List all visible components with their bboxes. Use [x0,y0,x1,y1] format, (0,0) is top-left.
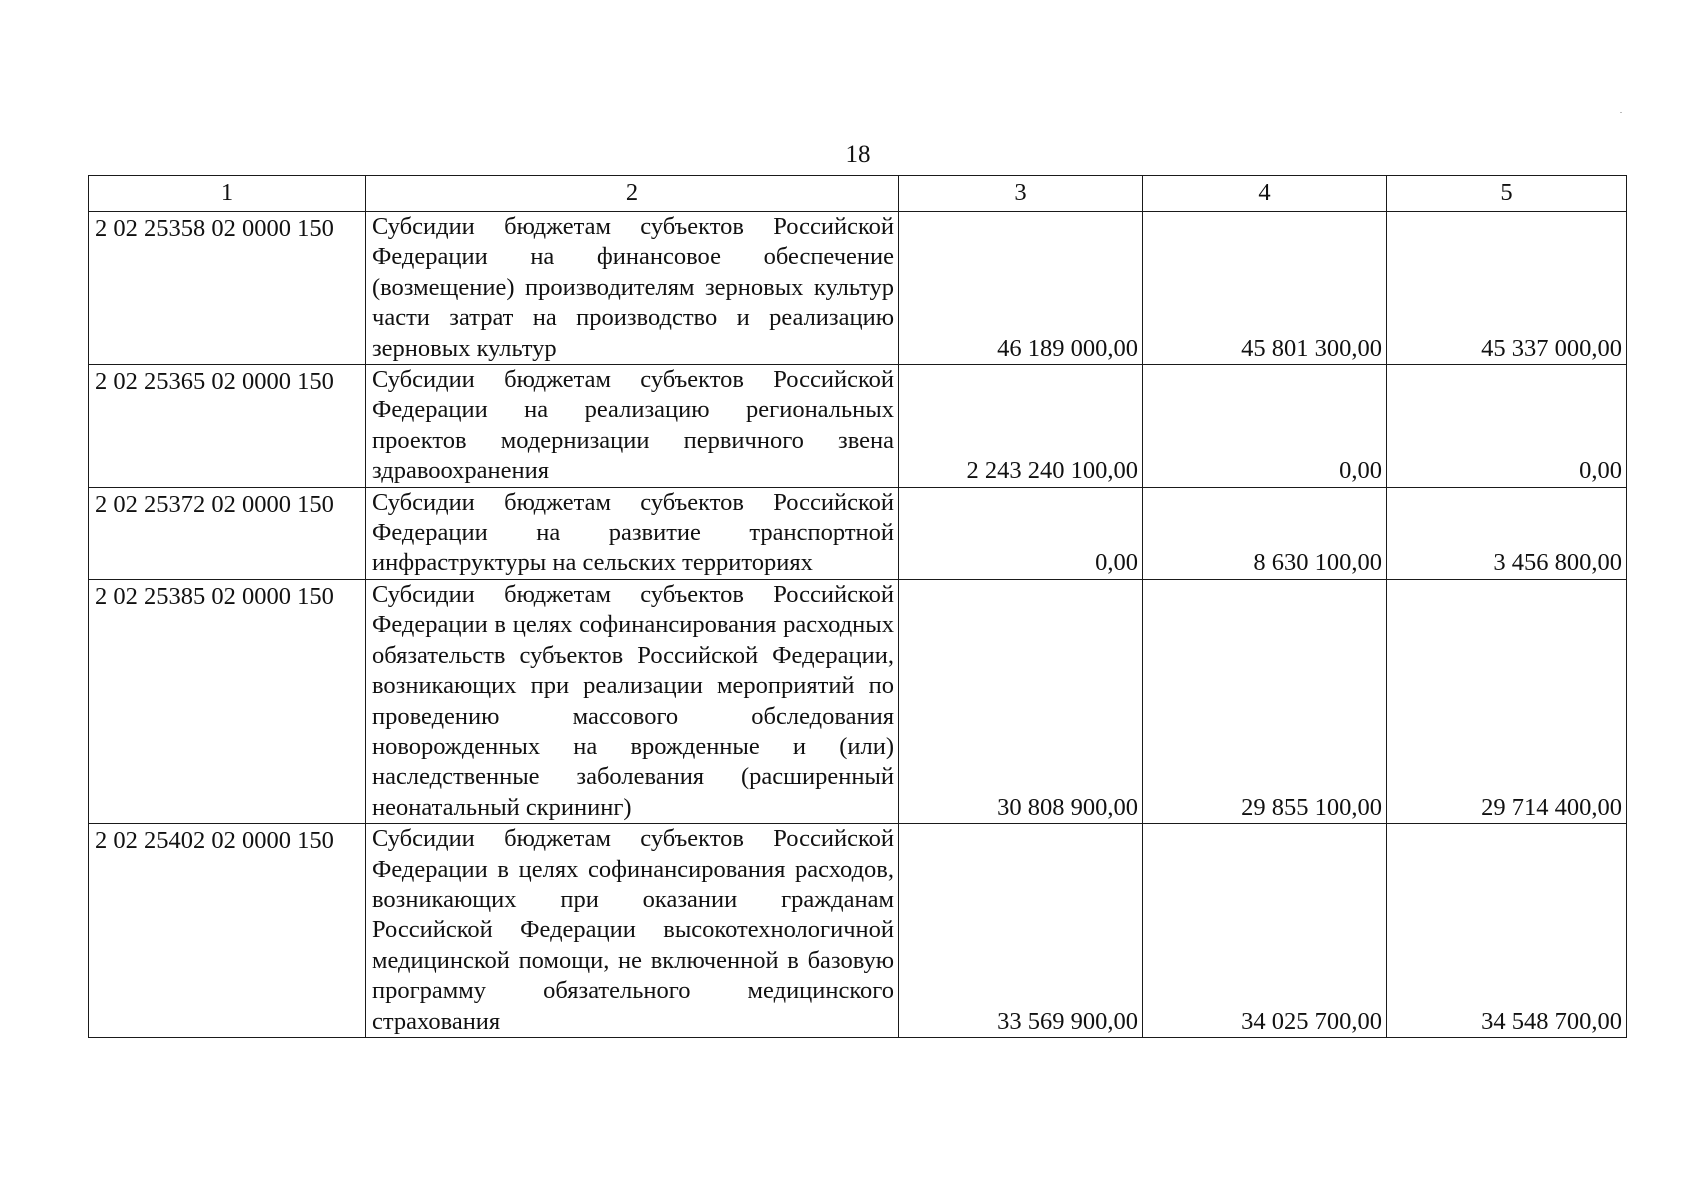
amount-col5-cell: 45 337 000,00 [1387,212,1627,365]
amount-col4-cell: 34 025 700,00 [1143,824,1387,1038]
description-cell: Субсидии бюджетам субъектов Российской Федерации в целях софинансирования расходных обязательств субъектов Российской Федерации, возникающих при реализации мероприятий по проведению массового обследования новорожденных на врожденные и (или) наследственные заболевания (расширенный неонатальный скрининг) [366,579,899,823]
table-row [89,579,1627,823]
table-row [89,487,1627,579]
description-cell: Субсидии бюджетам субъектов Российской Федерации на финансовое обеспечение (возмещение) производителям зерновых культур части затрат на производство и реализацию зерновых культур [366,212,899,365]
header-cell-1: 1 [89,176,366,212]
header-cell-4: 4 [1143,176,1387,212]
budget-code-cell: 2 02 25358 02 0000 150 [89,212,366,365]
amount-col5-cell: 0,00 [1387,365,1627,488]
header-cell-5: 5 [1387,176,1627,212]
budget-code-cell: 2 02 25365 02 0000 150 [89,365,366,488]
header-cell-2: 2 [366,176,899,212]
header-cell-3: 3 [899,176,1143,212]
amount-col5-cell: 34 548 700,00 [1387,824,1627,1038]
table-row [89,212,1627,365]
amount-col4-cell: 8 630 100,00 [1143,487,1387,579]
table-row [89,824,1627,1038]
page-number: 18 [845,141,871,168]
amount-col3-cell: 2 243 240 100,00 [899,365,1143,488]
budget-code-cell: 2 02 25385 02 0000 150 [89,579,366,823]
description-cell: Субсидии бюджетам субъектов Российской Федерации в целях софинансирования расходов, возникающих при оказании гражданам Российской Федерации высокотехнологичной медицинской помощи, не включенной в базовую программу обязательного медицинского страхования [366,824,899,1038]
scan-speck [1620,112,1622,113]
amount-col5-cell: 29 714 400,00 [1387,579,1627,823]
amount-col4-cell: 29 855 100,00 [1143,579,1387,823]
budget-code-cell: 2 02 25372 02 0000 150 [89,487,366,579]
amount-col3-cell: 0,00 [899,487,1143,579]
description-cell: Субсидии бюджетам субъектов Российской Федерации на реализацию региональных проектов модернизации первичного звена здравоохранения [366,365,899,488]
amount-col3-cell: 46 189 000,00 [899,212,1143,365]
revenue-table [88,175,1627,1038]
amount-col3-cell: 33 569 900,00 [899,824,1143,1038]
header-row [89,176,1627,212]
table-row [89,365,1627,488]
amount-col3-cell: 30 808 900,00 [899,579,1143,823]
budget-code-cell: 2 02 25402 02 0000 150 [89,824,366,1038]
amount-col4-cell: 45 801 300,00 [1143,212,1387,365]
amount-col5-cell: 3 456 800,00 [1387,487,1627,579]
amount-col4-cell: 0,00 [1143,365,1387,488]
description-cell: Субсидии бюджетам субъектов Российской Федерации на развитие транспортной инфраструктуры на сельских территориях [366,487,899,579]
